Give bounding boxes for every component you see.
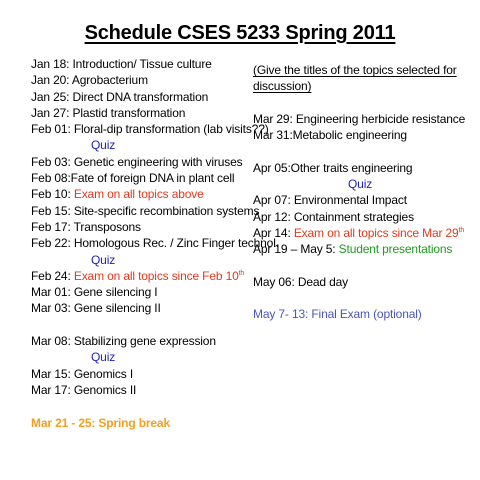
schedule-item: Jan 25: Direct DNA transformation [31, 89, 209, 104]
schedule-date: Apr 14: [253, 225, 291, 240]
spacer [253, 290, 478, 306]
quiz-label: Quiz [91, 138, 116, 153]
superscript: th [458, 226, 465, 234]
schedule-item-exam [31, 268, 256, 284]
page-title: Schedule CSES 5233 Spring 2011 [84, 22, 396, 44]
quiz-label: Quiz [91, 350, 116, 365]
schedule-item: Jan 20: Agrobacterium [31, 73, 148, 88]
spacer [253, 95, 478, 111]
exam-label [74, 269, 244, 283]
schedule-item-presentations [253, 241, 478, 257]
schedule-item: Feb 17: Transposons [31, 219, 141, 234]
schedule-item: Mar 01: Gene silencing I [31, 285, 158, 300]
schedule-item: Feb 01: Floral-dip transformation (lab visits??) [31, 122, 269, 137]
schedule-item: May 06: Dead day [253, 274, 348, 289]
exam-label [294, 226, 464, 240]
spring-break-label: Mar 21 - 25: Spring break [31, 415, 170, 430]
schedule-item: Mar 08: Stabilizing gene expression [31, 334, 216, 349]
superscript: th [238, 269, 245, 277]
quiz-label: Quiz [348, 177, 373, 192]
spacer [253, 143, 478, 159]
spacer [253, 258, 478, 274]
schedule-date: Apr 19 – May 5: [253, 242, 336, 257]
presentations-label: Student presentations [338, 242, 453, 257]
quiz-label: Quiz [91, 252, 116, 267]
schedule-item-exam [31, 186, 256, 202]
schedule-item: Mar 15: Genomics I [31, 366, 134, 381]
schedule-item: Feb 15: Site-specific recombination systems [31, 203, 260, 218]
exam-label: Exam on all topics above [73, 187, 204, 202]
schedule-item: Apr 12: Containment strategies [253, 209, 414, 224]
schedule-item: Mar 31:Metabolic engineering [253, 128, 407, 143]
schedule-item: Mar 29: Engineering herbicide resistance [253, 111, 466, 126]
schedule-item: Mar 17: Genomics II [31, 382, 137, 397]
exam-text: Exam on all topics since Mar 29 [293, 225, 459, 240]
discussion-note: discussion) [253, 79, 312, 94]
schedule-item: Feb 22: Homologous Rec. / Zinc Finger technol. [31, 236, 279, 251]
final-exam-label: May 7- 13: Final Exam (optional) [253, 307, 422, 322]
spacer [31, 398, 256, 414]
schedule-item: Feb 08:Fate of foreign DNA in plant cell [31, 171, 235, 186]
schedule-item: Apr 07: Environmental Impact [253, 193, 407, 208]
schedule-right-column [253, 62, 478, 323]
schedule-item: Apr 05:Other traits engineering [253, 160, 413, 175]
schedule-item: Mar 03: Gene silencing II [31, 301, 161, 316]
schedule-date: Feb 24: [31, 268, 71, 283]
schedule-item-exam [253, 225, 478, 241]
schedule-item: Feb 03: Genetic engineering with viruses [31, 154, 243, 169]
schedule-date: Feb 10: [31, 187, 71, 202]
schedule-item: Jan 27: Plastid transformation [31, 105, 186, 120]
discussion-note: (Give the titles of the topics selected for [253, 63, 457, 77]
spacer [31, 317, 256, 333]
exam-text: Exam on all topics since Feb 10 [73, 268, 239, 283]
schedule-item: Jan 18: Introduction/ Tissue culture [31, 57, 212, 71]
